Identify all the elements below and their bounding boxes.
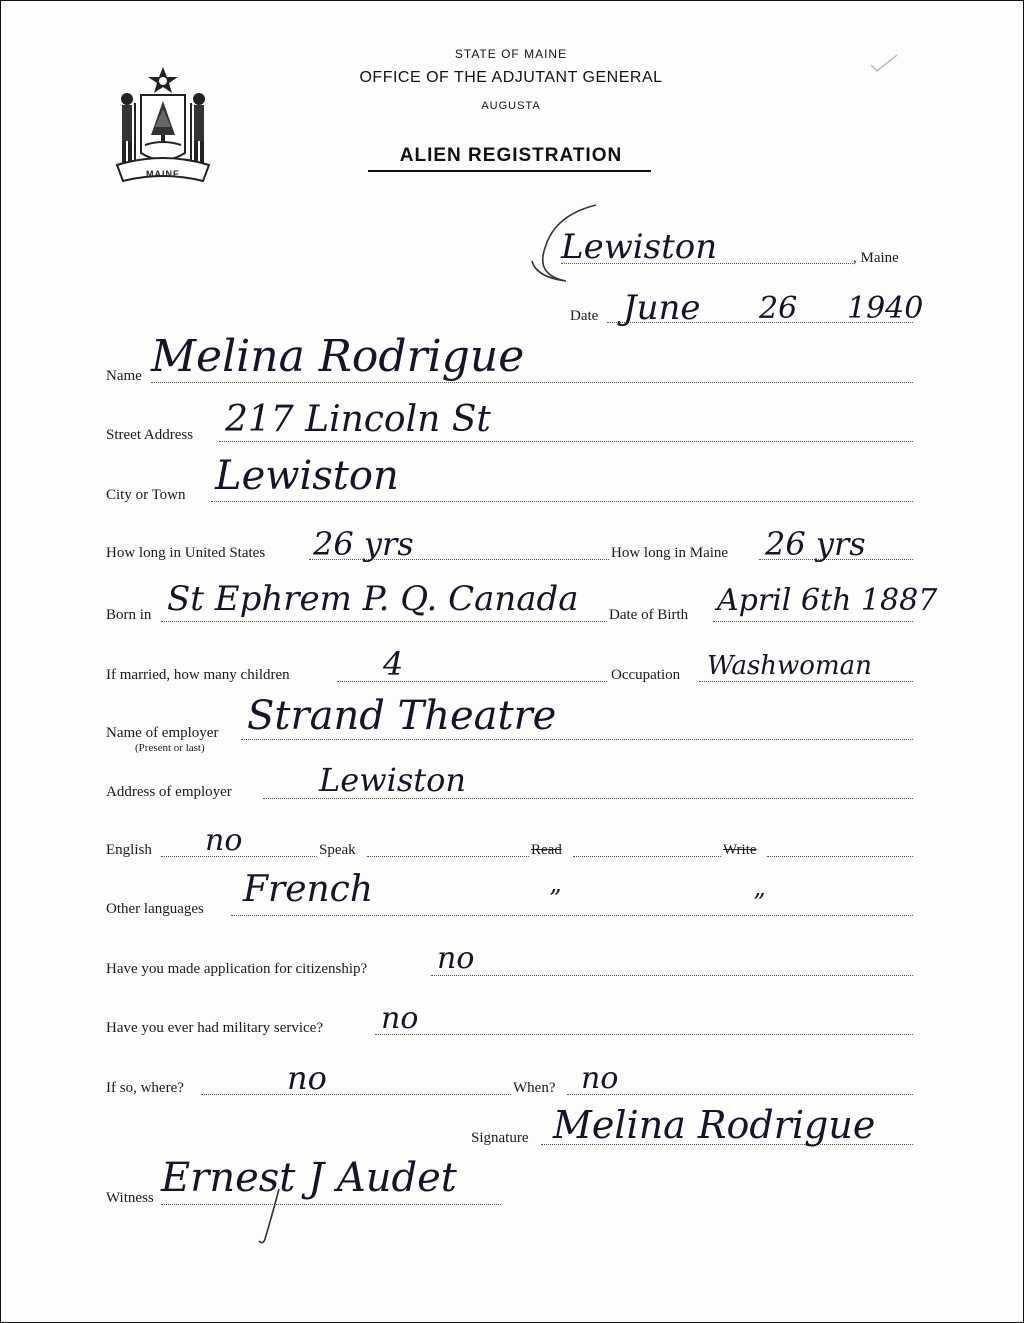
occupation-entry: Washwoman <box>707 651 872 681</box>
employer-address-entry: Lewiston <box>319 761 466 799</box>
where-label: If so, where? <box>106 1080 184 1096</box>
occupation-line <box>699 681 913 682</box>
other-languages-line <box>231 915 913 916</box>
seal-ribbon-text: MAINE <box>146 169 180 179</box>
date-label: Date <box>570 308 599 324</box>
how-long-us-label: How long in United States <box>106 545 266 561</box>
employer-line <box>241 739 913 740</box>
other-ditto-2: ” <box>753 889 766 917</box>
born-in-entry: St Ephrem P. Q. Canada <box>167 579 579 619</box>
born-in-line <box>161 621 607 622</box>
signature-entry: Melina Rodrigue <box>553 1103 876 1147</box>
witness-entry: Ernest J Audet <box>161 1155 457 1201</box>
children-entry: 4 <box>383 645 404 683</box>
city-entry: Lewiston <box>215 453 399 499</box>
military-entry: no <box>381 1001 419 1036</box>
children-label: If married, how many children <box>106 667 290 683</box>
military-line <box>375 1034 913 1035</box>
how-long-me-label: How long in Maine <box>611 545 729 561</box>
date-year-entry: 1940 <box>847 291 924 326</box>
maine-suffix: , Maine <box>853 250 899 266</box>
form-title: ALIEN REGISTRATION <box>399 145 623 166</box>
name-label: Name <box>106 368 142 384</box>
born-in-label: Born in <box>106 607 152 623</box>
title-underline <box>368 170 651 172</box>
name-entry: Melina Rodrigue <box>151 331 525 382</box>
date-month-entry: June <box>623 288 701 328</box>
employer-sub-label: (Present or last) <box>135 742 205 754</box>
english-label: English <box>106 842 152 858</box>
citizenship-label: Have you made application for citizenship? <box>106 961 368 977</box>
location-line <box>561 263 853 264</box>
when-line <box>567 1094 913 1095</box>
citizenship-entry: no <box>437 941 475 976</box>
location-entry: Lewiston <box>561 227 718 267</box>
how-long-us-entry: 26 yrs <box>313 525 414 563</box>
how-long-me-entry: 26 yrs <box>765 525 866 563</box>
speak-label: Speak <box>319 842 356 858</box>
header-office: OFFICE OF THE ADJUTANT GENERAL <box>359 69 663 86</box>
date-day-entry: 26 <box>759 291 798 326</box>
occupation-label: Occupation <box>611 667 681 683</box>
write-line <box>767 856 913 857</box>
dob-label: Date of Birth <box>609 607 689 623</box>
other-languages-entry: French <box>243 869 374 910</box>
name-line <box>151 382 913 383</box>
street-entry: 217 Lincoln St <box>225 399 491 440</box>
city-label: City or Town <box>106 487 186 503</box>
read-label: Read <box>531 842 562 858</box>
where-entry: no <box>287 1059 327 1097</box>
city-line <box>211 501 913 502</box>
employer-address-label: Address of employer <box>106 784 232 800</box>
english-entry: no <box>205 823 243 858</box>
witness-label: Witness <box>106 1190 154 1206</box>
employer-entry: Strand Theatre <box>247 693 557 739</box>
employer-label: Name of employer <box>106 725 219 741</box>
check-mark-icon <box>869 53 899 73</box>
when-label: When? <box>513 1080 556 1096</box>
witness-line <box>161 1204 501 1205</box>
other-languages-label: Other languages <box>106 901 204 917</box>
dob-entry: April 6th 1887 <box>717 583 938 618</box>
when-entry: no <box>581 1061 619 1096</box>
street-label: Street Address <box>106 427 194 443</box>
street-line <box>219 441 913 442</box>
header-city: AUGUSTA <box>481 100 541 112</box>
dob-line <box>713 621 913 622</box>
where-line <box>201 1094 511 1095</box>
header-state: STATE OF MAINE <box>454 47 568 61</box>
children-line <box>337 681 607 682</box>
write-label: Write <box>723 842 757 858</box>
military-label: Have you ever had military service? <box>106 1020 323 1036</box>
other-ditto-1: ” <box>549 885 562 913</box>
citizenship-line <box>431 975 913 976</box>
speak-line <box>367 856 529 857</box>
signature-label: Signature <box>471 1130 529 1146</box>
read-line <box>573 856 721 857</box>
